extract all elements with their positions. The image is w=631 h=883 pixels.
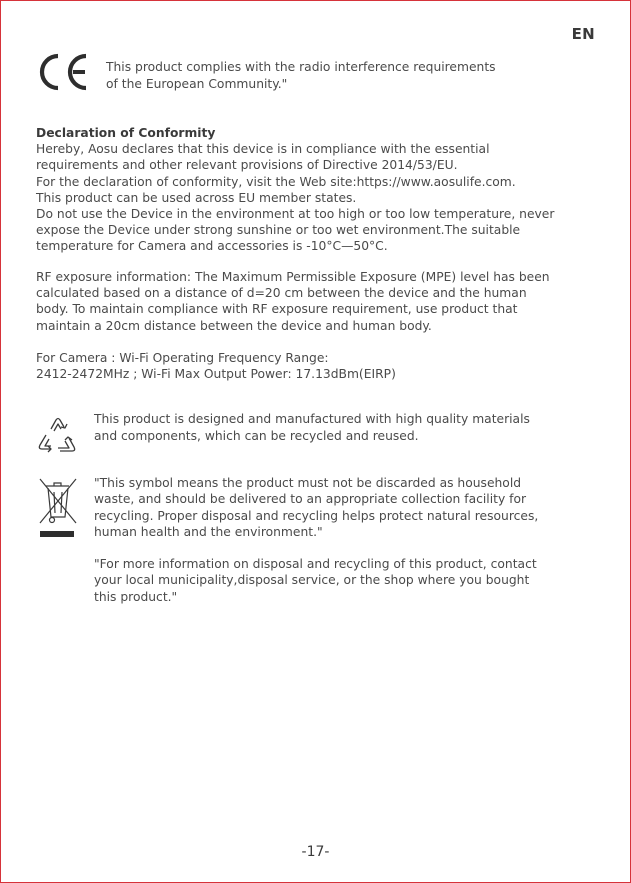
wifi-spec-section <box>36 350 586 382</box>
wifi-spec-body: For Camera : Wi-Fi Operating Frequency Range: 2412-2472MHz ; Wi-Fi Max Output Power: 17.13dBm(EIRP) <box>36 351 396 382</box>
language-label: EN <box>571 25 595 43</box>
recycle-text: This product is designed and manufactured with high quality materials and components, which can be recycled and reused. <box>94 412 530 443</box>
ce-mark-icon <box>36 52 90 92</box>
weee-disposal-text: "This symbol means the product must not be discarded as household waste, and should be delivered to an appropriate collection facility for recycling. Proper disposal and recycling helps protect natural resources, human health and the environment." <box>94 476 539 539</box>
rf-exposure-body: RF exposure information: The Maximum Permissible Exposure (MPE) level has been calculated based on a distance of d=20 cm between the device and the human body. To maintain compliance with RF exposure requirement, use product that maintain a 20cm distance between the device and human body. <box>36 270 550 333</box>
crossed-bin-icon <box>38 477 78 539</box>
conformity-section <box>36 125 586 255</box>
conformity-heading: Declaration of Conformity <box>36 126 216 140</box>
rf-exposure-section <box>36 269 586 334</box>
recycle-icon <box>34 415 82 457</box>
page-number: -17- <box>301 844 330 860</box>
ce-compliance-text: This product complies with the radio interference requirements of the European Community." <box>106 60 496 91</box>
conformity-body: Hereby, Aosu declares that this device is in compliance with the essential requirements and other relevant provisions of Directive 2014/53/EU. For the declaration of conformity, visit the Web site:https://www.aosulife.com. This product can be used across EU member states. Do not use the Device in the environment at too high or too low temperature, never expose the Device under strong sunshine or too wet environment.The suitable temperature for Camera and accessories is -10°C—50°C. <box>36 142 555 254</box>
disposal-info-text: "For more information on disposal and recycling of this product, contact your local municipality,disposal service, or the shop where you bought this product." <box>94 557 537 604</box>
